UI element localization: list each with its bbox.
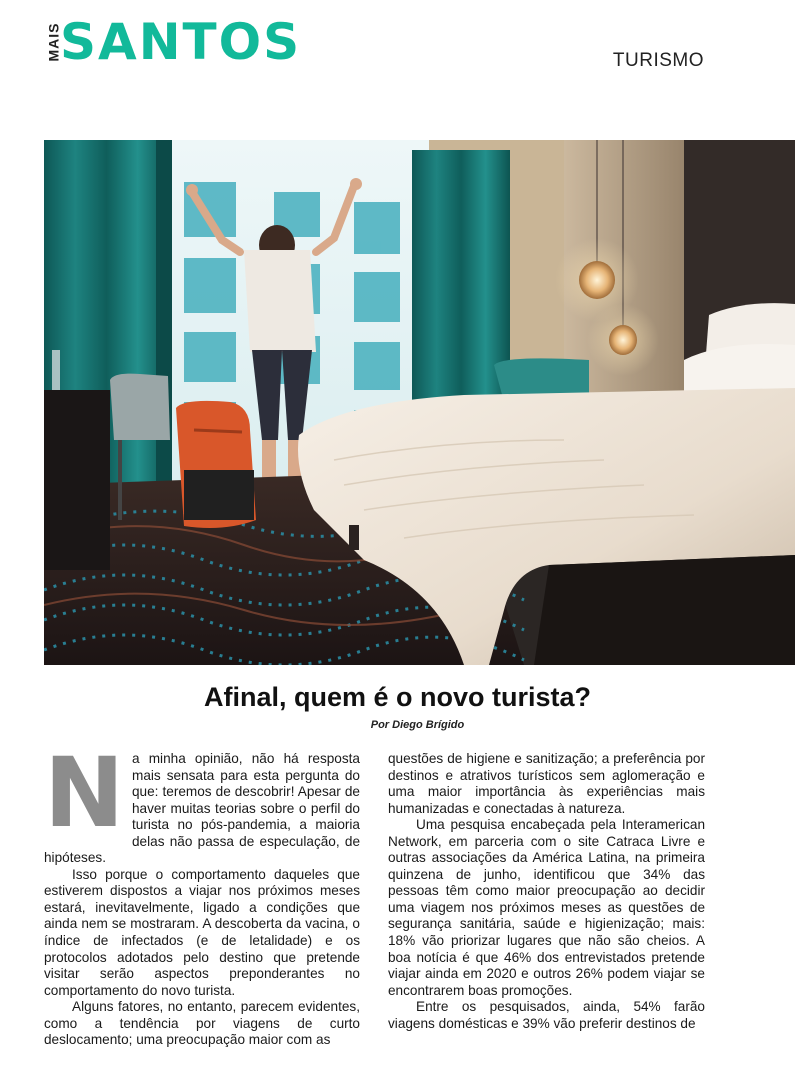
paragraph: Uma pesquisa encabeçada pela Interamerican Network, em parceria com o site Catraca Livre e outras associações da América Latina, na primeira quinzena de junho, identificou que 34% das pessoas têm como maior preocupação ao decidir uma viagem nos próximos meses as questões de segurança sanitária, saúde e higienização; mais: 18% vão priorizar lugares que não são cheios. A boa notícia é que 46% dos entrevistados pretende viajar ainda em 2020 e outros 26% podem viajar se encontrarem boas promoções. bbox=[388, 817, 705, 998]
article-column-1 bbox=[44, 737, 360, 1049]
masthead-name: SANTOS bbox=[60, 13, 302, 71]
paragraph: Entre os pesquisados, ainda, 54% farão viagens domésticas e 39% vão preferir destinos de bbox=[388, 999, 705, 1031]
article-column-2 bbox=[388, 751, 705, 1032]
article-photo bbox=[44, 140, 795, 665]
hotel-room-illustration bbox=[44, 140, 795, 665]
section-label: TURISMO bbox=[612, 50, 704, 71]
paragraph: Alguns fatores, no entanto, parecem evidentes, como a tendência por viagens de curto deslocamento; uma preocupação maior com as bbox=[44, 999, 360, 1048]
article-title: Afinal, quem é o novo turista? bbox=[203, 682, 592, 712]
paragraph: a minha opinião, não há resposta mais sensata para esta pergunta do que: teremos de descobrir! Apesar de haver muitas teorias sobre o perfil do turista no pós-pandemia, a maioria delas não passa de especulação, de hipóteses. bbox=[44, 751, 360, 866]
masthead-prefix: MAIS bbox=[45, 22, 61, 62]
paragraph: Isso porque o comportamento daqueles que estiverem dispostos a viajar nos próximos meses estará, inevitavelmente, ligado a condições que ainda nem se mostraram. A descoberta da vacina, o índice de infectados (e de letalidade) e os protocolos adotados pelo destino que pretende visitar serão aspectos preponderantes no comportamento do novo turista. bbox=[44, 866, 360, 998]
drop-cap: N bbox=[44, 737, 125, 849]
article-byline: Por Diego Brígido bbox=[370, 719, 465, 731]
paragraph: questões de higiene e sanitização; a preferência por destinos e atrativos turísticos sem aglomeração e uma maior importância às experiências mais humanizadas e conectadas à natureza. bbox=[388, 751, 705, 816]
